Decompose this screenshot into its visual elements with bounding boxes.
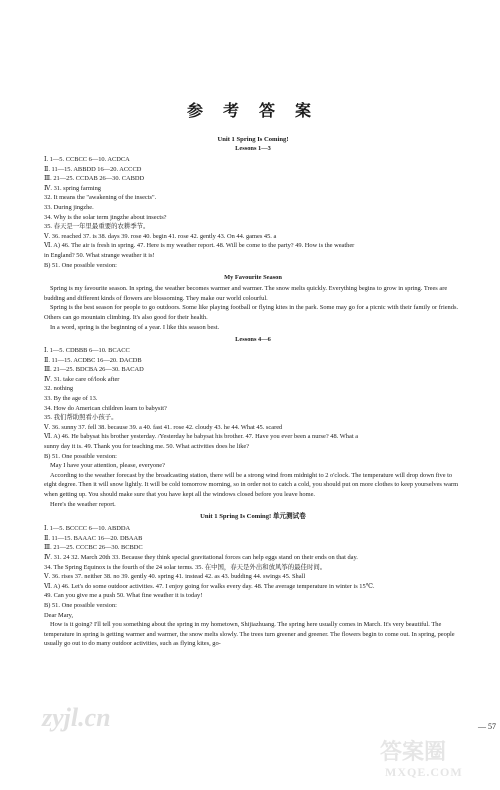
answer-line: Ⅵ. A) 46. The air is fresh in spring. 47. Here is my weather report. 48. Will be come to the party? 49. How is the weather [44,242,355,250]
watermark-logo: MXQE.COM [385,765,463,779]
page-title: 参 考 答 案 [186,103,319,120]
answer-line: Ⅵ. A) 46. He babysat his brother yesterday. /Yesterday he babysat his brother. 47. Have you ever been a nurse? 48. What a [44,433,359,441]
essay-block [44,620,462,649]
answer-line: Ⅲ. 21—25. BDCBA 26—30. BACAD [44,366,144,374]
essay-paragraph: According to the weather forecast by the broadcasting station, there will be a strong wind from midnight to 2 o'clock. The temperature will drop down five to eight degree. Then it will snow lightly. It will be cold tomorrow morning, so in order not to catch a cold, you should put on more clothes to keep yourselves warm when getting up. You should make sure that you have kept all the windows closed before you leave home. [44,471,459,498]
answer-line: Ⅰ. 1—5. CCBCC 6—10. ACDCA [44,156,130,163]
watermark-logo: zyjl.cn [42,703,111,732]
page-number: — 57 [478,722,496,731]
answer-line: 34. How do American children learn to babysit? [44,404,167,412]
essay-paragraph: How is it going? I'll tell you something about the spring in my hometown, Shijiazhuang. The spring here usually comes in March. It's very beautiful. The temperature in spring is getting warmer and warmer, the snow melts slowly. The trees turn greener and greener. The flowers begin to come out. In spring, people usually go out to do many outdoor activities, such as flying kites, go- [44,621,455,648]
essay-title: My Favourite Season [224,274,282,282]
answer-line: Ⅰ. 1—5. BCCCC 6—10. ABDDA [44,525,131,533]
answer-line: Ⅲ. 21—25. CCDAB 26—30. CABDD [44,175,145,183]
essay-paragraph: In a word, spring is the beginning of a year. I like this season best. [50,323,220,331]
answer-line: Ⅵ. A) 46. Let's do some outdoor activities. 47. I enjoy going for walks every day. 48. The average temperature in winter is 15℃. [44,582,375,590]
answer-block [44,346,462,461]
answer-line: Ⅱ. 11—15. BAAAC 16—20. DBAAB [44,534,143,542]
answer-line: Ⅳ. 31. 24 32. March 20th 33. Because they think special gravitational forces can help eggs stand on their ends on that day. [44,553,358,561]
answer-line: 35. 春天是一年里最重要的农耕季节。 [44,223,150,231]
essay-paragraph: Spring is the best season for people to go outdoors. Some like playing football or flying kites in the park. Some may go for a picnic with their family or friends. Others can go mountain climbing. It's also good for their health. [44,304,459,321]
answer-line: sunny day it is. 49. Thank you for teaching me. 50. What activities does he like? [44,443,250,451]
lessons-heading: Lessons 1—3 [235,145,271,152]
answer-page [44,98,462,649]
answer-line: Ⅱ. 11—15. ABBDD 16—20. ACCCD [44,165,142,173]
answer-line: Ⅲ. 21—25. CCCBC 26—30. BCBDC [44,544,143,552]
answer-line: Ⅴ. 36. rises 37. neither 38. no 39. gently 40. spring 41. instead 42. as 43. budding 44. swings 45. Shall [44,573,306,581]
answer-line: Ⅰ. 1—5. CDBBB 6—10. BCACC [44,347,130,355]
answer-line: 32. nothing [44,385,74,393]
unit-heading: Unit 1 Spring Is Coming! [217,136,289,143]
answer-line: 34. The Spring Equinox is the fourth of the 24 solar terms. 35. 在中国，春天是外出和放风筝的最佳时间。 [44,563,327,571]
answer-line: 35. 我们帮助照看小孩子。 [44,414,118,422]
watermark-logo: 答案圈 [380,739,447,764]
answer-line: Ⅳ. 31. spring farming [44,184,101,192]
answer-block [44,524,462,620]
answer-block [44,155,462,270]
answer-line: Ⅴ. 36. reached 37. is 38. days 39. rose 40. begin 41. rose 42. gently 43. On 44. games 45. a [44,232,277,240]
essay-paragraph: Here's the weather report. [50,500,116,508]
answer-line: Dear Mary, [44,611,74,619]
answer-line: 33. By the age of 13. [44,395,98,403]
answer-line: 33. During jingzhe. [44,203,94,211]
unit-heading: Unit 1 Spring Is Coming! 单元测试卷 [200,513,306,521]
answer-line: Ⅱ. 11—15. ACDBC 16—20. DACDB [44,356,142,364]
answer-line: 34. Why is the solar term jingzhe about insects? [44,213,167,221]
essay-block [44,461,462,509]
answer-line: B) 51. One possible version: [44,601,117,609]
lessons-heading: Lessons 4—6 [235,336,271,344]
answer-line: in England? 50. What strange weather it is! [44,251,155,259]
answer-line: 49. Can you give me a push 50. What fine weather it is today! [44,592,203,600]
answer-line: Ⅴ. 36. sunny 37. fell 38. because 39. a 40. fast 41. rose 42. cloudy 43. he 44. What 45. scared [44,423,283,431]
essay-paragraph: May I have your attention, please, everyone? [50,462,165,470]
answer-line: Ⅳ. 31. take care of/look after [44,375,120,383]
answer-line: B) 51. One possible version: [44,261,117,269]
answer-line: B) 51. One possible version: [44,452,117,460]
essay-paragraph: Spring is my favourite season. In spring, the weather becomes warmer and warmer. The snow melts quickly. Everything begins to grow in spring. Trees are budding and different kinds of flowers are blossoming. They make our world colourful. [44,285,448,302]
answer-line: 32. It means the "awakening of the insects". [44,194,157,202]
essay-block [44,284,462,332]
